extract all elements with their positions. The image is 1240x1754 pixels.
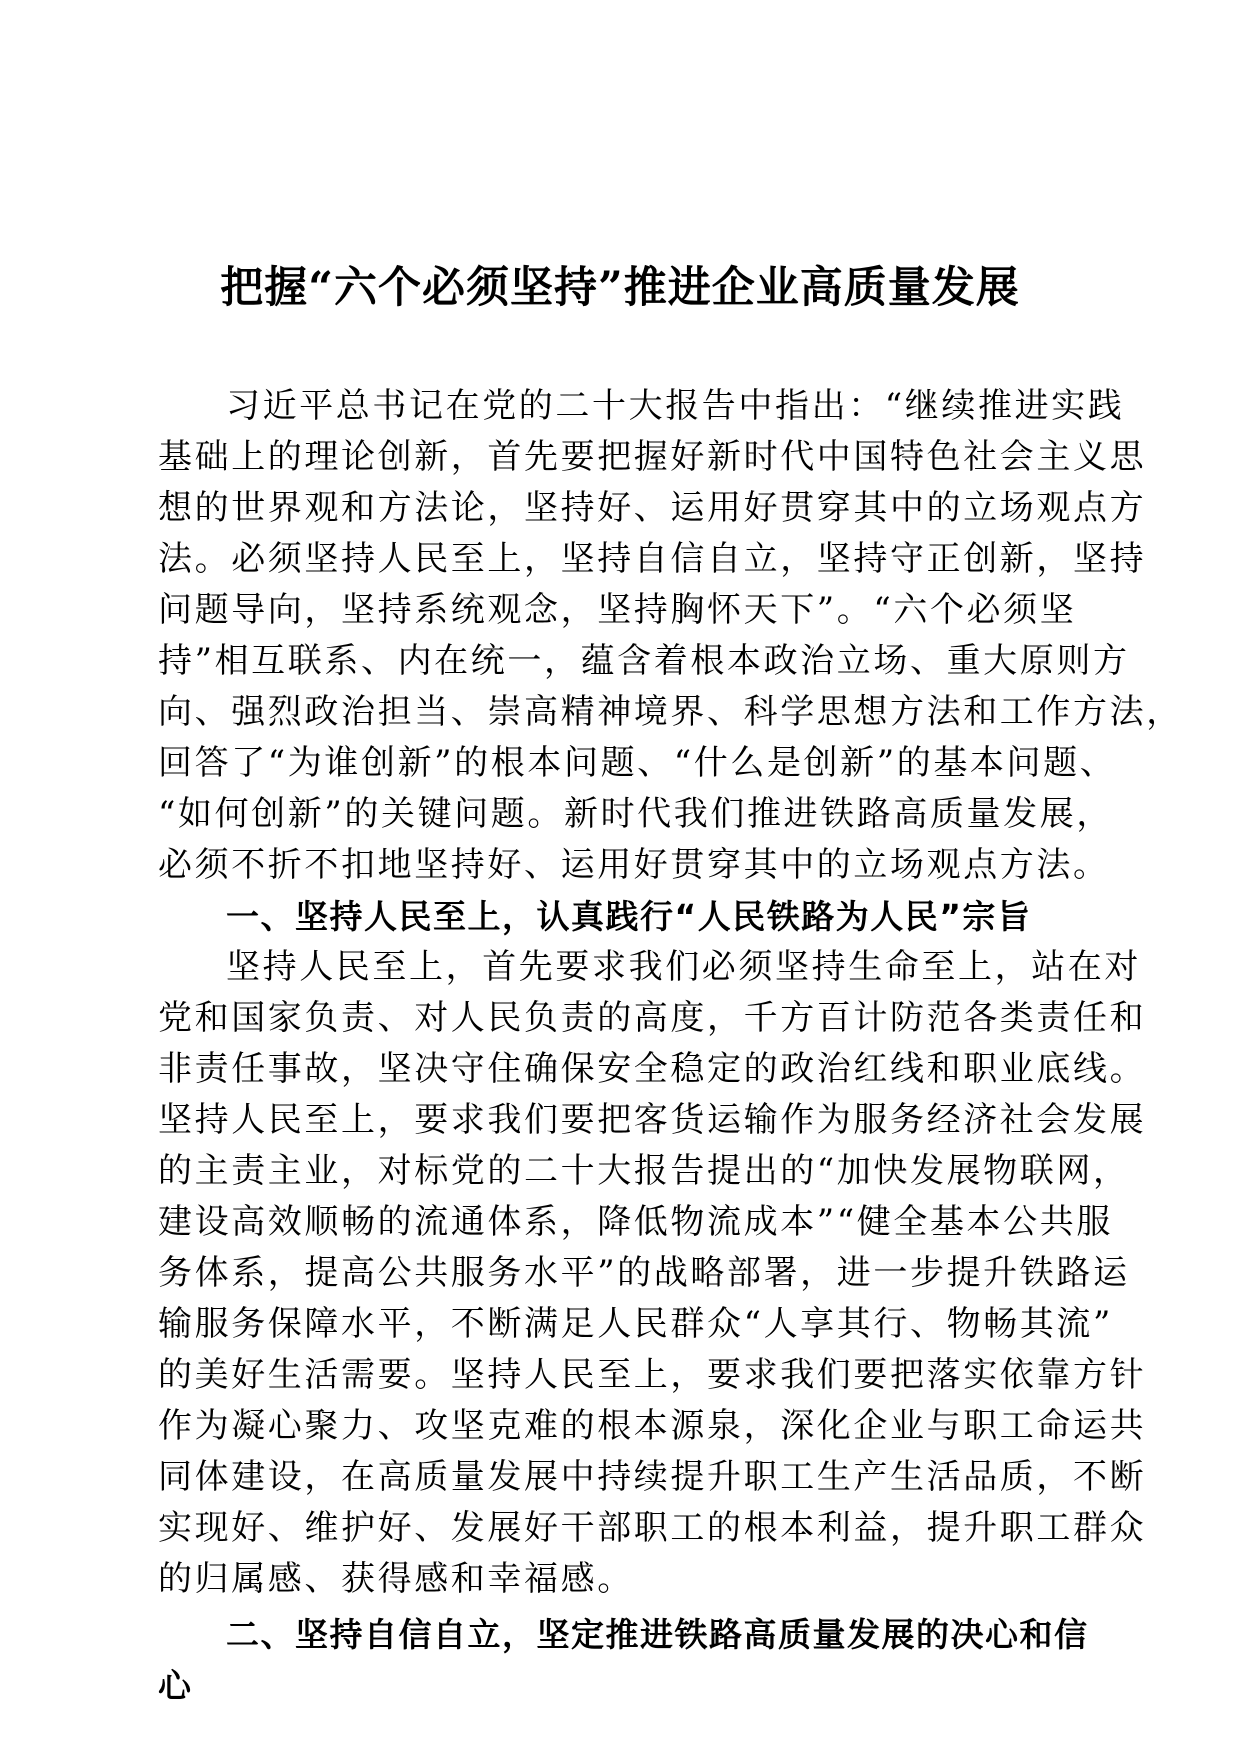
paragraph-line: 坚持人民至上，首先要求我们必须坚持生命至上，站在对 xyxy=(226,947,1141,987)
section-heading-line: 心 xyxy=(158,1666,193,1705)
paragraph-line: 坚持人民至上，要求我们要把客货运输作为服务经济社会发展 xyxy=(158,1100,1147,1140)
paragraph-line: 持”相互联系、内在统一，蕴含着根本政治立场、重大原则方 xyxy=(158,641,1130,681)
paragraph-line: 的主责主业，对标党的二十大报告提出的“加快发展物联网， xyxy=(158,1151,1130,1191)
paragraph-line: 基础上的理论创新，首先要把握好新时代中国特色社会主义思 xyxy=(158,437,1147,477)
section-heading-line: 二、坚持自信自立，坚定推进铁路高质量发展的决心和信 xyxy=(226,1615,1089,1654)
paragraph-line: 的美好生活需要。坚持人民至上，要求我们要把落实依靠方针 xyxy=(158,1355,1147,1395)
paragraph-line: 实现好、维护好、发展好干部职工的根本利益，提升职工群众 xyxy=(158,1508,1147,1548)
paragraph-line: 习近平总书记在党的二十大报告中指出：“继续推进实践 xyxy=(226,386,1125,426)
paragraph-line: 向、强烈政治担当、崇高精神境界、科学思想方法和工作方法， xyxy=(158,692,1183,732)
paragraph-line: 的归属感、获得感和幸福感。 xyxy=(158,1559,634,1599)
paragraph-line: 必须不折不扣地坚持好、运用好贯穿其中的立场观点方法。 xyxy=(158,845,1110,885)
paragraph-line: 作为凝心聚力、攻坚克难的根本源泉，深化企业与职工命运共 xyxy=(158,1406,1147,1446)
paragraph-line: 输服务保障水平，不断满足人民群众“人享其行、物畅其流” xyxy=(158,1304,1113,1344)
paragraph-line: 法。必须坚持人民至上，坚持自信自立，坚持守正创新，坚持 xyxy=(158,539,1147,579)
paragraph-line: 回答了“为谁创新”的根本问题、“什么是创新”的基本问题、 xyxy=(158,743,1117,783)
paragraph-line: 务体系，提高公共服务水平”的战略部署，进一步提升铁路运 xyxy=(158,1253,1130,1293)
paragraph-line: 同体建设，在高质量发展中持续提升职工生产生活品质，不断 xyxy=(158,1457,1147,1497)
paragraph-line: 党和国家负责、对人民负责的高度，千方百计防范各类责任和 xyxy=(158,998,1147,1038)
paragraph-line: 建设高效顺畅的流通体系，降低物流成本”“健全基本公共服 xyxy=(158,1202,1113,1242)
paragraph-line: 问题导向，坚持系统观念，坚持胸怀天下”。“六个必须坚 xyxy=(158,590,1077,630)
paragraph-line: 非责任事故，坚决守住确保安全稳定的政治红线和职业底线。 xyxy=(158,1049,1147,1089)
document-title: 把握“六个必须坚持”推进企业高质量发展 xyxy=(220,263,1020,313)
section-heading-line: 一、坚持人民至上，认真践行“人民铁路为人民”宗旨 xyxy=(226,897,1032,936)
document-body xyxy=(158,381,1183,1711)
paragraph-line: 想的世界观和方法论，坚持好、运用好贯穿其中的立场观点方 xyxy=(158,488,1147,528)
paragraph-line: “如何创新”的关键问题。新时代我们推进铁路高质量发展， xyxy=(158,794,1113,834)
